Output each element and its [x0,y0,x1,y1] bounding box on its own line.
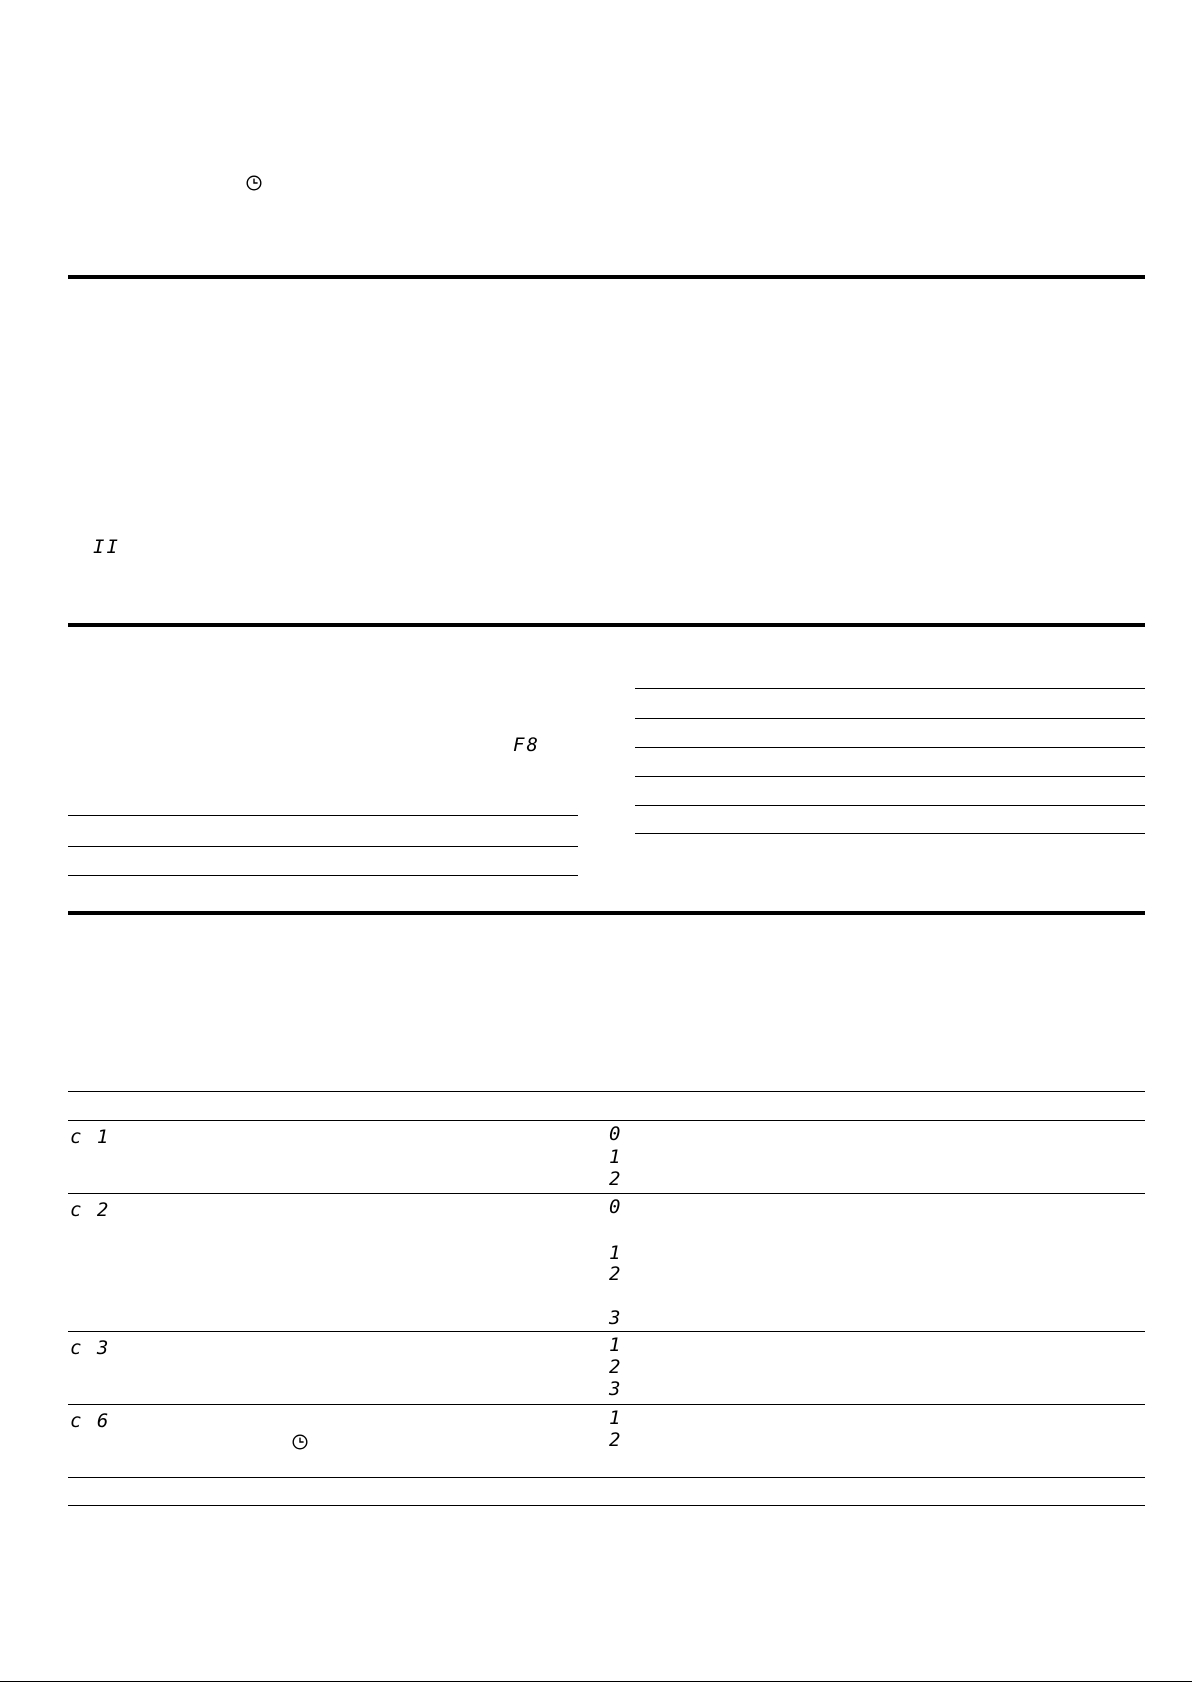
table-rule [68,1505,1145,1506]
page-bottom-rule [0,1681,1192,1682]
setting-option: 1 [609,1334,623,1356]
table-rule [68,1120,1145,1121]
setting-option: 2 [609,1429,623,1451]
clock-icon [292,1434,308,1450]
table-rule [68,846,578,847]
table-rule [68,1477,1145,1478]
section-divider [68,623,1145,627]
setting-option: 2 [609,1263,623,1285]
table-rule [635,805,1145,806]
table-rule [68,875,578,876]
table-rule [68,1091,1145,1092]
setting-option: 1 [609,1146,623,1168]
setting-option: 3 [609,1307,623,1329]
setting-option: 0 [609,1196,623,1218]
clock-icon [246,175,262,191]
table-rule [68,1331,1145,1332]
table-rule [635,747,1145,748]
table-rule [68,1404,1145,1405]
setting-option: 1 [609,1242,623,1264]
table-rule [635,688,1145,689]
setting-code: c 2 [70,1199,111,1221]
table-rule [635,718,1145,719]
setting-option: 0 [609,1123,623,1145]
setting-option: 1 [609,1407,623,1429]
table-rule [635,776,1145,777]
pause-symbol: II [93,536,120,558]
table-rule [68,815,578,816]
section-divider [68,911,1145,915]
setting-option: 3 [609,1378,623,1400]
setting-code: c 6 [70,1410,111,1432]
table-rule [635,833,1145,834]
error-code-display: F8 [513,734,540,756]
table-rule [68,1193,1145,1194]
section-divider [68,275,1145,279]
setting-option: 2 [609,1356,623,1378]
setting-code: c 3 [70,1337,111,1359]
setting-code: c 1 [70,1126,111,1148]
setting-option: 2 [609,1168,623,1190]
